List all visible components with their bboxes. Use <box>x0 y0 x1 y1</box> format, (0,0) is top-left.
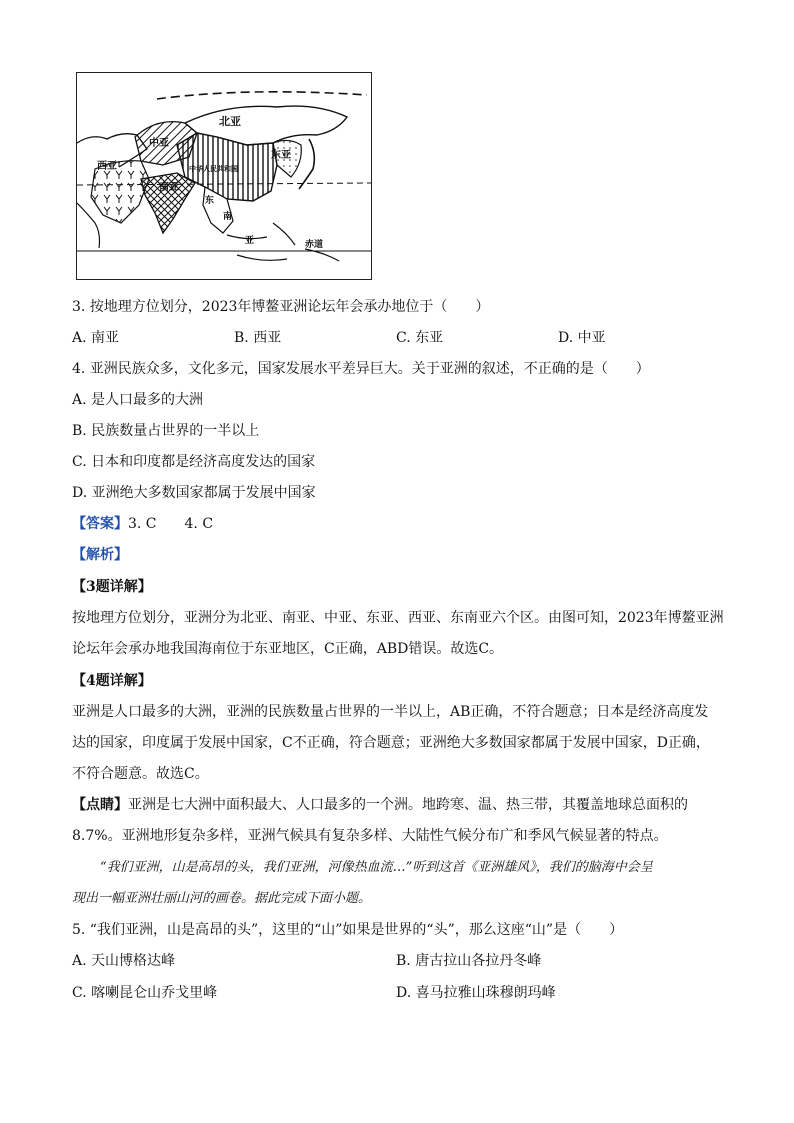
q3-option-d: D. 中亚 <box>558 330 606 346</box>
label-southeast-asia-2: 南 <box>223 212 233 222</box>
label-equator: 赤道 <box>305 240 324 250</box>
comment-line-2: 8.7%。亚洲地形复杂多样，亚洲气候具有复杂多样、大陆性气候分布广和季风气候显著的特点。 <box>72 828 668 844</box>
label-north-asia: 北亚 <box>219 115 241 128</box>
label-china: 中华人民共和国 <box>189 165 238 173</box>
passage-line-2: 现出一幅亚洲壮丽山河的画卷。据此完成下面小题。 <box>72 891 372 906</box>
passage-line-1: “我们亚洲，山是高昂的头，我们亚洲，河像热血流…”听到这首《亚洲雄风》，我们的脑海中会呈 <box>100 860 653 875</box>
detail3-line-2: 论坛年会承办地我国海南位于东亚地区，C正确，ABD错误。故选C。 <box>72 641 504 657</box>
q5-stem: 5. “我们亚洲，山是高昂的头”，这里的“山”如果是世界的“头”，那么这座“山”是（ ） <box>72 922 624 938</box>
answer-line <box>72 514 213 534</box>
comment-text-1: 亚洲是七大洲中面积最大、人口最多的一个洲。地跨寒、温、热三带，其覆盖地球总面积的 <box>128 797 688 813</box>
asia-map-svg <box>77 73 371 279</box>
analysis-label: 【解析】 <box>72 547 128 563</box>
detail4-label: 【4题详解】 <box>72 673 152 689</box>
answer-text: 3. C 4. C <box>128 516 214 532</box>
q4-option-c: C. 日本和印度都是经济高度发达的国家 <box>72 454 316 470</box>
asia-regions-map <box>76 72 372 280</box>
q5-option-b: B. 唐古拉山各拉丹冬峰 <box>396 953 542 969</box>
q4-option-b: B. 民族数量占世界的一半以上 <box>72 423 260 439</box>
label-southeast-asia-1: 东 <box>205 196 215 206</box>
arctic-circle-line <box>157 92 367 99</box>
comment-label: 【点睛】 <box>72 797 128 813</box>
detail3-label: 【3题详解】 <box>72 579 152 595</box>
label-central-asia: 中亚 <box>149 138 169 149</box>
q4-option-d: D. 亚洲绝大多数国家都属于发展中国家 <box>72 485 316 501</box>
q3-option-a: A. 南亚 <box>72 330 120 346</box>
q5-option-c: C. 喀喇昆仑山乔戈里峰 <box>72 985 218 1001</box>
q5-option-a: A. 天山博格达峰 <box>72 953 176 969</box>
label-southeast-asia-3: 亚 <box>245 236 255 246</box>
q3-option-b: B. 西亚 <box>234 330 282 346</box>
q5-option-d: D. 喜马拉雅山珠穆朗玛峰 <box>396 985 556 1001</box>
q4-option-a: A. 是人口最多的大洲 <box>72 392 204 408</box>
detail3-line-1: 按地理方位划分，亚洲分为北亚、南亚、中亚、东亚、西亚、东南亚六个区。由图可知，2023年博鳌亚洲 <box>72 610 724 626</box>
q4-stem: 4. 亚洲民族众多，文化多元，国家发展水平差异巨大。关于亚洲的叙述，不正确的是（ ） <box>72 361 650 377</box>
analysis-line <box>72 545 128 565</box>
label-east-asia: 东亚 <box>271 150 291 161</box>
answer-label: 【答案】 <box>72 516 128 532</box>
detail4-line-3: 不符合题意。故选C。 <box>72 766 209 782</box>
comment-line-1 <box>72 795 688 815</box>
label-west-asia: 西亚 <box>97 161 117 172</box>
detail4-line-1: 亚洲是人口最多的大洲，亚洲的民族数量占世界的一半以上，AB正确，不符合题意；日本是经济高度发 <box>72 704 709 720</box>
q3-stem: 3. 按地理方位划分，2023年博鳌亚洲论坛年会承办地位于（ ） <box>72 299 490 315</box>
q3-option-c: C. 东亚 <box>396 330 444 346</box>
detail4-line-2: 达的国家，印度属于发展中国家，C不正确，符合题意；亚洲绝大多数国家都属于发展中国家，D正确， <box>72 735 710 751</box>
label-south-asia: 南亚 <box>159 182 179 193</box>
